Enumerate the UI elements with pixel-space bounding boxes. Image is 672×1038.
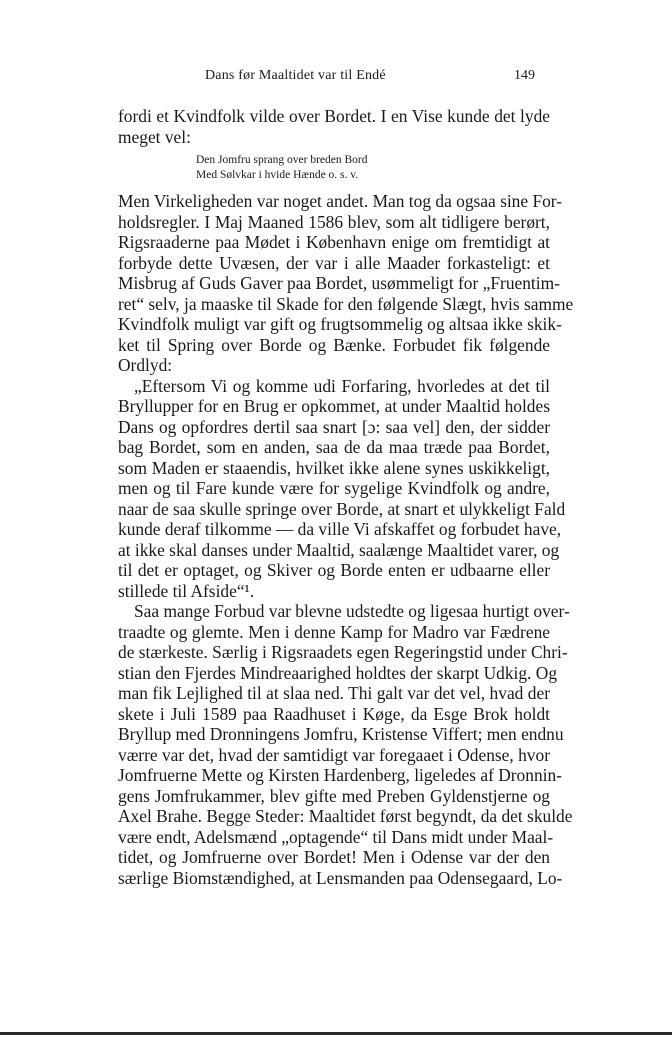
text-line: men og til Fare kunde være for sygelige Kvindfolk og andre, — [118, 478, 550, 498]
text-line: traadte og glemte. Men i denne Kamp for Madro var Fædrene — [118, 621, 550, 642]
text-line: kunde deraf tilkomme — da ville Vi afskaffet og forbudet have, — [118, 519, 562, 539]
text-line: naar de saa skulle springe over Borde, at snart et ulykkeligt Fald — [118, 498, 566, 519]
text-line: ret“ selv, ja maaske til Skade for den følgende Slægt, hvis samme — [118, 293, 574, 314]
verse-quote — [196, 153, 550, 183]
text-line: Bryllupper for en Brug er opkommet, at under Maaltid holdes — [118, 396, 550, 416]
text-line: forbyde dette Uvæsen, der var i alle Maader forkasteligt: et — [118, 252, 550, 273]
text-line: man fik Lejlighed til at slaa ned. Thi galt var det vel, hvad der — [118, 683, 550, 703]
text-line: som Maden er staaendis, hvilket ikke alene synes uskikkeligt, — [118, 457, 550, 478]
text-line: Rigsraaderne paa Mødet i København enige om fremtidigt at — [118, 232, 550, 252]
text-line: bag Bordet, som en anden, saa de da maa træde paa Bordet, — [118, 437, 550, 457]
text-line: Dans og opfordres dertil saa snart [ɔ: saa vel] den, der sidder — [118, 416, 550, 437]
text-line: „Eftersom Vi og komme udi Forfaring, hvorledes at det til — [134, 375, 550, 396]
text-line: skete i Juli 1589 paa Raadhuset i Køge, da Esge Brok holdt — [118, 703, 550, 724]
text-line: de stærkeste. Særlig i Rigsraadets egen Regeringstid under Chri- — [118, 642, 568, 662]
paragraph-ordinance — [118, 375, 566, 602]
verse-line: Den Jomfru sprang over breden Bord — [196, 154, 368, 166]
text-line: meget vel: — [118, 126, 191, 147]
text-line: gens Jomfrukammer, blev gifte med Preben Gyldenstjerne og — [118, 785, 550, 806]
text-line: være endt, Adelsmænd „optagende“ til Dans midt under Maal- — [118, 826, 554, 847]
paragraph — [118, 601, 573, 888]
text-line: stian den Fjerdes Mindreaarighed holdtes der skarpt Udkig. Og — [118, 662, 558, 683]
text-line: at ikke skal danses under Maaltid, saalænge Maaltidet varer, og — [118, 539, 560, 560]
text-line: stillede til Afside“¹. — [118, 580, 255, 601]
text-line: til det er optaget, og Skiver og Borde enten er udbaarne eller — [118, 560, 550, 580]
text-line: særlige Biomstændighed, at Lensmanden paa Odensegaard, Lo- — [118, 867, 563, 888]
page-body — [118, 106, 574, 888]
text-line: Men Virkeligheden var noget andet. Man tog da ogsaa sine For- — [118, 191, 563, 211]
text-line: Misbrug af Guds Gaver paa Bordet, usømmeligt for „Fruentim- — [118, 273, 560, 293]
text-line: Jomfruerne Mette og Kirsten Hardenberg, ligeledes af Dronnin- — [118, 765, 562, 785]
scan-edge-rule — [0, 1032, 672, 1035]
text-line: Axel Brahe. Begge Steder: Maaltidet først begyndt, da det skulde — [118, 806, 573, 826]
paragraph — [118, 106, 550, 147]
text-line: værre var det, hvad der samtidigt var foregaaet i Odense, hvor — [118, 744, 550, 765]
running-title: Dans før Maaltidet var til Endé — [205, 68, 386, 83]
text-line: holdsregler. I Maj Maaned 1586 blev, som alt tidligere berørt, — [118, 211, 550, 232]
text-line: tidet, og Jomfruerne over Bordet! Men i Odense var der den — [118, 847, 550, 867]
text-line: fordi et Kvindfolk vilde over Bordet. I en Vise kunde det lyde — [118, 106, 550, 126]
page-number: 149 — [514, 68, 535, 83]
text-line: Kvindfolk muligt var gift og frugtsommelig og altsaa ikke skik- — [118, 314, 562, 334]
paragraph — [118, 191, 574, 376]
verse-line: Med Sølvkar i hvide Hænde o. s. v. — [196, 169, 359, 181]
text-line: Saa mange Forbud var blevne udstedte og ligesaa hurtigt over- — [134, 601, 570, 621]
text-line: Bryllup med Dronningens Jomfru, Kristense Viffert; men endnu — [118, 724, 564, 744]
text-line: ket til Spring over Borde og Bænke. Forbudet fik følgende — [118, 334, 550, 355]
running-header — [0, 68, 672, 88]
text-line: Ordlyd: — [118, 355, 173, 375]
